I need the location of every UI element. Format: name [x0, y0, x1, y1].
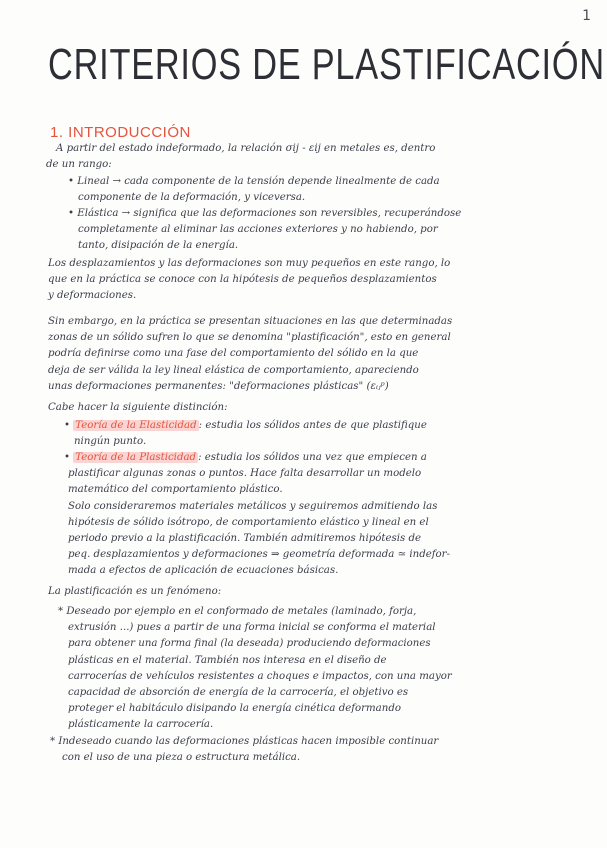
intro-paragraph — [46, 141, 436, 173]
paragraph-line: que en la práctica se conoce con la hipótesis de pequeños desplazamientos — [48, 274, 437, 286]
distinction-elasticity: • Teoría de la Elasticidad : estudia los sólidos antes de que plastifique ningún punto. — [64, 418, 427, 450]
distinction-line: Solo consideraremos materiales metálicos y seguiremos admitiendo las — [68, 500, 438, 512]
note-desired — [58, 604, 452, 734]
distinction-plasticity: • Teoría de la Plasticidad : estudia los sólidos una vez que empiecen a plastificar algunas zonas o puntos. Hace falta desarrollar un modelo matemático del comportamiento plástico. Solo consideraremos materiales metálicos y seguiremos admitiendo las hipótesis de sólido isótropo, de comportamiento elástico y lineal en el periodo previo a la plastificación. También admitiremos hipótesis de peq. desplazamientos y deformaciones ⇒ geometría deformada ≃ indefor- mada a efectos de aplicación de ecuaciones básicas. — [64, 450, 450, 580]
bullet-elastica — [68, 206, 461, 255]
asterisk-marker: * — [50, 736, 56, 747]
section-heading: 1. INTRODUCCIÓN — [50, 124, 191, 141]
paragraph-distinction-intro — [48, 400, 228, 416]
bullet-lineal — [68, 174, 440, 206]
paragraph-line: Los desplazamientos y las deformaciones son muy pequeños en este rango, lo — [48, 258, 451, 269]
paragraph-line: zonas de un sólido sufren lo que se denomina "plastificación", esto en general — [48, 332, 451, 344]
paragraph-line: unas deformaciones permanentes: "deformaciones plásticas" (εᵢⱼᵖ) — [48, 380, 389, 392]
distinction-line: plastificar algunas zonas o puntos. Hace falta desarrollar un modelo — [68, 468, 422, 480]
distinction-line: peq. desplazamientos y deformaciones ⇒ geometría deformada ≃ indefor- — [68, 549, 450, 561]
distinction-line: matemático del comportamiento plástico. — [68, 484, 283, 496]
distinction-line: : estudia los sólidos antes de que plastifique — [198, 420, 427, 431]
paragraph-line: podría definirse como una fase del comportamiento del sólido en la que — [48, 348, 419, 360]
page-title: CRITERIOS DE PLASTIFICACIÓN — [48, 40, 605, 89]
bullet-line: completamente al eliminar las acciones exteriores y no habiendo, por — [78, 224, 438, 236]
paragraph-line: Cabe hacer la siguiente distinción: — [48, 402, 228, 413]
distinction-line: ningún punto. — [74, 436, 147, 448]
note-line: Deseado por ejemplo en el conformado de metales (laminado, forja, — [66, 606, 417, 617]
distinction-line: : estudia los sólidos una vez que empiecen a — [198, 452, 427, 463]
note-line: para obtener una forma final (la deseada) produciendo deformaciones — [68, 638, 431, 650]
distinction-line: mada a efectos de aplicación de ecuaciones básicas. — [68, 565, 339, 577]
asterisk-marker: * — [58, 606, 64, 617]
bullet-marker: • — [68, 208, 75, 219]
note-line: extrusión ...) pues a partir de una forma inicial se conforma el material — [68, 622, 436, 634]
paragraph-plastification — [48, 314, 452, 395]
paragraph-line: La plastificación es un fenómeno: — [48, 586, 222, 597]
paragraph-small-displacements — [48, 256, 450, 305]
bullet-line: Lineal → cada componente de la tensión depende linealmente de cada — [77, 176, 440, 187]
paragraph-phenomenon — [48, 584, 221, 600]
distinction-line: hipótesis de sólido isótropo, de comportamiento elástico y lineal en el — [68, 516, 429, 528]
note-line: Indeseado cuando las deformaciones plásticas hacen imposible continuar — [58, 736, 439, 747]
intro-line: A partir del estado indeformado, la relación σij - εij en metales es, dentro — [56, 143, 436, 154]
bullet-line: componente de la deformación, y viceversa. — [78, 192, 306, 204]
note-line: con el uso de una pieza o estructura metálica. — [62, 752, 301, 764]
note-line: plásticas en el material. También nos interesa en el diseño de — [68, 654, 387, 666]
note-line: capacidad de absorción de energía de la carrocería, el objetivo es — [68, 686, 409, 698]
bullet-marker: • — [68, 176, 75, 187]
page-number: 1 — [582, 8, 591, 24]
note-line: proteger el habitáculo disipando la energía cinética deformando — [68, 703, 401, 715]
highlight-elasticity-theory: Teoría de la Elasticidad — [75, 420, 197, 431]
paragraph-line: y deformaciones. — [48, 290, 137, 302]
note-line: plásticamente la carrocería. — [68, 719, 214, 731]
highlight-plasticity-theory: Teoría de la Plasticidad — [75, 452, 197, 463]
bullet-line: tanto, disipación de la energía. — [78, 240, 239, 252]
note-line: carrocerías de vehículos resistentes a choques e impactos, con una mayor — [68, 670, 452, 682]
intro-line: de un rango: — [46, 159, 112, 171]
paragraph-line: deja de ser válida la ley lineal elástica de comportamiento, apareciendo — [48, 364, 419, 376]
paragraph-line: Sin embargo, en la práctica se presentan situaciones en las que determinadas — [48, 316, 453, 327]
distinction-line: periodo previo a la plastificación. También admitiremos hipótesis de — [68, 532, 422, 544]
bullet-line: Elástica → significa que las deformaciones son reversibles, recuperándose — [77, 208, 462, 219]
note-undesired — [50, 734, 438, 766]
